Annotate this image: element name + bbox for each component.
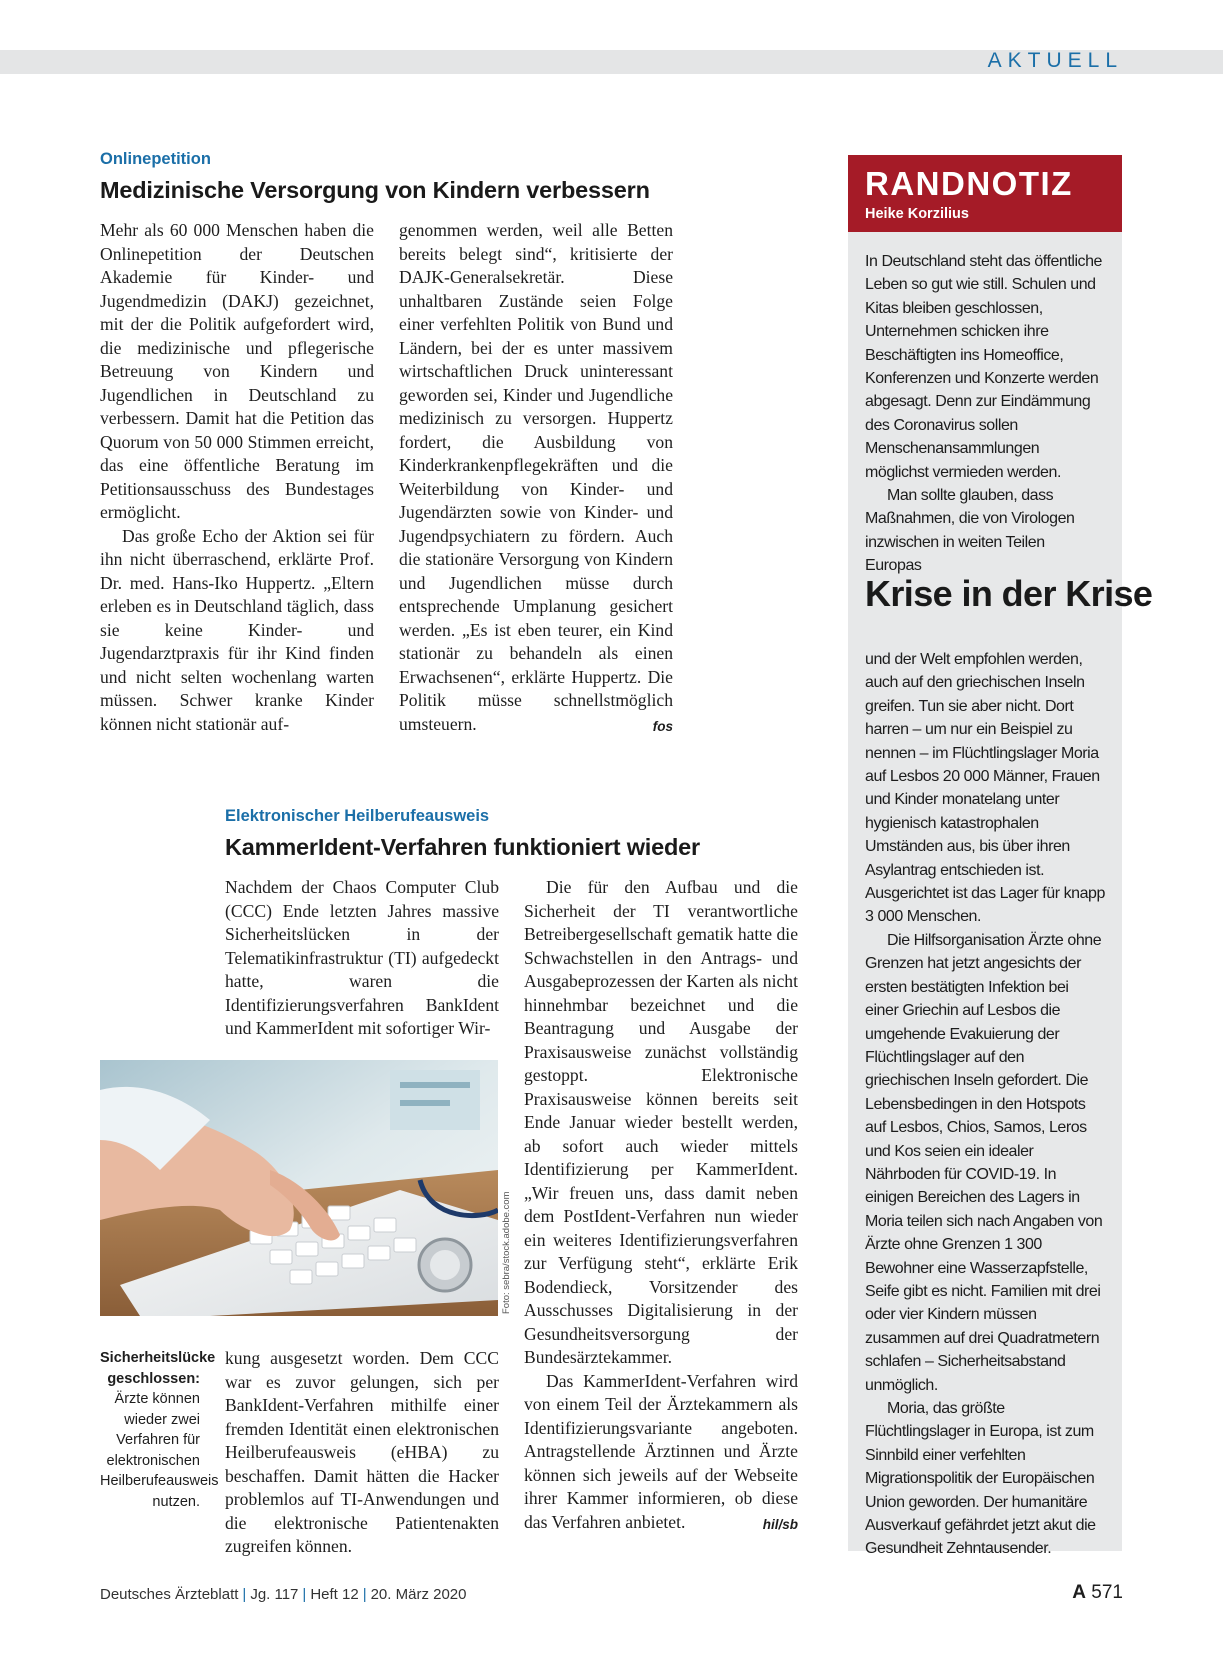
randnotiz-header bbox=[848, 155, 1122, 232]
paragraph: kung ausgesetzt worden. Dem CCC war es zuvor gelungen, sich per BankIdent-Verfahren mithilfe einer fremden Identität einen elektronischen Heilberufeausweis (eHBA) zu beschaffen. Damit hätten die Hacker problemlos auf TI-Anwendungen und die elektronische Patientenakten zugreifen können. bbox=[225, 1348, 499, 1556]
article1-headline: Medizinische Versorgung von Kindern verbessern bbox=[100, 177, 650, 203]
paragraph: Man sollte glauben, dass Maßnahmen, die von Virologen inzwischen in weiten Teilen Europas bbox=[865, 487, 1075, 575]
paragraph: Moria, das größte Flüchtlingslager in Europa, ist zum Sinnbild einer verfehlten Migrationspolitik der Europäischen Union geworden. Der humanitäre Ausverkauf gefährdet jetzt akut die Gesundheit Zehntausender. bbox=[865, 1400, 1096, 1558]
paragraph-text: Das KammerIdent-Verfahren wird von einem Teil der Ärztekammern als Identifizierungsvariante angeboten. Antragstellende Ärztinnen und Ärzte können sich jeweils auf der Webseite ihrer Kammer informieren, ob diese das Verfahren anbietet. bbox=[524, 1370, 798, 1532]
page-prefix: A bbox=[1072, 1582, 1087, 1603]
article1-kicker: Onlinepetition bbox=[100, 150, 211, 168]
photo-credit: Foto: sebra/stock.adobe.com bbox=[501, 1191, 512, 1314]
date: 20. März 2020 bbox=[370, 1586, 467, 1603]
publication-name: Deutsches Ärzteblatt bbox=[100, 1586, 239, 1603]
divider: | bbox=[242, 1586, 247, 1603]
volume: Jg. 117 bbox=[250, 1586, 299, 1603]
paragraph: und der Welt empfohlen werden, auch auf den griechischen Inseln greifen. Tun sie aber nicht. Dort harren – um nur ein Beispiel zu nennen – im Flüchtlingslager Moria auf Lesbos 20 000 Männer, Frauen und Kinder monatelang unter hygienisch katastrophalen Umständen aus, bis über ihren Asylantrag entschieden ist. Ausgerichtet ist das Lager für knapp 3 000 Menschen. bbox=[865, 651, 1105, 926]
article2-column-1-top bbox=[225, 876, 499, 1041]
paragraph bbox=[399, 219, 673, 736]
randnotiz-text-top bbox=[865, 250, 1105, 578]
article2-column-2 bbox=[524, 876, 798, 1536]
paragraph: Nachdem der Chaos Computer Club (CCC) Ende letzten Jahres massive Sicherheitslücken in der Telematikinfrastruktur (TI) aufgedeckt hatte, waren die Identifizierungsverfahren BankIdent und KammerIdent mit sofortiger Wir- bbox=[225, 877, 499, 1038]
randnotiz-text-bottom bbox=[865, 648, 1105, 1561]
section-label: AKTUELL bbox=[987, 49, 1123, 72]
article2-kicker: Elektronischer Heilberufeausweis bbox=[225, 807, 490, 825]
article2-headline: KammerIdent-Verfahren funktioniert wieder bbox=[225, 834, 700, 860]
paragraph: Das große Echo der Aktion sei für ihn nicht überraschend, erklärte Prof. Dr. med. Hans-Iko Huppertz. „Eltern erleben es in Deutschland täglich, dass sie keine Kinder- und Jugendarztpraxis für ihr Kind finden und nicht selten wochenlang warten müssen. Schwer kranke Kinder können nicht stationär auf- bbox=[100, 525, 374, 734]
keyboard-photo bbox=[100, 1060, 498, 1316]
author-signature: hil/sb bbox=[762, 1516, 798, 1532]
paragraph bbox=[524, 1370, 798, 1535]
randnotiz-headline: Krise in der Krise bbox=[865, 573, 1153, 614]
paragraph: In Deutschland steht das öffentliche Leben so gut wie still. Schulen und Kitas bleiben geschlossen, Unternehmen schicken ihre Beschäftigten ins Homeoffice, Konferenzen und Konzerte werden abgesagt. Denn zur Eindämmung des Coronavirus sollen Menschenansammlungen möglichst vermieden werden. bbox=[865, 253, 1103, 481]
divider: | bbox=[362, 1586, 367, 1603]
issue: Heft 12 bbox=[310, 1586, 359, 1603]
page-number-value: 571 bbox=[1091, 1582, 1123, 1603]
article1-column-2 bbox=[399, 219, 673, 738]
paragraph: Die Hilfsorganisation Ärzte ohne Grenzen hat jetzt angesichts der ersten bestätigten Infektion bei einer Griechin auf Lesbos die umgehende Evakuierung der Flüchtlingslager auf den griechischen Inseln gefordert. Die Lebensbedingen in den Hotspots auf Lesbos, Chios, Samos, Leros und Kos seien ein idealer Nährboden für COVID-19. In einigen Bereichen des Lagers in Moria teilen sich nach Angaben von Ärzte ohne Grenzen 1 300 Bewohner eine Wasserzapfstelle, Seife gibt es nicht. Familien mit drei oder vier Kindern müssen zusammen auf drei Quadratmetern schlafen – Sicherheitsabstand unmöglich. bbox=[865, 931, 1103, 1394]
divider: | bbox=[302, 1586, 307, 1603]
article1-column-1 bbox=[100, 219, 374, 736]
caption-title: Sicherheitslücke geschlossen: bbox=[100, 1350, 216, 1387]
author-signature: fos bbox=[652, 718, 673, 734]
footer bbox=[100, 1586, 466, 1603]
page-number bbox=[1072, 1582, 1123, 1604]
caption-text: Ärzte können wieder zwei Verfahren für elektronischen Heilberufeausweis nutzen. bbox=[100, 1391, 219, 1510]
keyboard-photo-illustration bbox=[100, 1060, 498, 1316]
randnotiz-author: Heike Korzilius bbox=[865, 206, 969, 222]
paragraph: Mehr als 60 000 Menschen haben die Onlinepetition der Deutschen Akademie für Kinder- und Jugendmedizin (DAKJ) gezeichnet, mit der die Politik aufgefordert wird, die medizinische und pflegerische Betreuung von Kindern und Jugendlichen in Deutschland zu verbessern. Damit hat die Petition das Quorum von 50 000 Stimmen erreicht, das eine öffentliche Beratung im Petitionsausschuss des Bundestages ermöglicht. bbox=[100, 220, 374, 522]
paragraph: Die für den Aufbau und die Sicherheit der TI verantwortliche Betreibergesellschaft gematik hatte die Schwachstellen in den Antrags- und Ausgabeprozessen der Karten als nicht hinnehmbar bezeichnet und die Beantragung und Ausgabe der Praxisausweise zunächst vollständig gestoppt. Elektronische Praxisausweise können bereits seit Ende Januar wieder bestellt werden, ab sofort auch wieder mittels Identifizierung per KammerIdent. „Wir freuen uns, dass damit neben dem PostIdent-Verfahren nun wieder ein weiteres Identifizierungsverfahren zur Verfügung steht“, erklärte Erik Bodendieck, Vorsitzender des Ausschusses Digitalisierung in der Gesundheitsversorgung der Bundesärztekammer. bbox=[524, 877, 798, 1367]
paragraph-text: genommen werden, weil alle Betten bereits belegt sind“, kritisierte der DAJK-Generalsekretär. Diese unhaltbaren Zustände seien Folge einer verfehlten Politik von Bund und Ländern, bei der es unter massivem wirtschaftlichen Druck uninteressant geworden sei, Kinder und Jugendliche medizinisch zu versorgen. Huppertz fordert, die Ausbildung von Kinderkrankenpflegekräften und die Weiterbildung von Kinder- und Jugendärzten sowie von Kinder- und Jugendpsychiatern zu fördern. Auch die stationäre Versorgung von Kindern und Jugendlichen müsse durch entsprechende Umplanung gesichert werden. „Es ist eben teurer, ein Kind stationär zu behandeln als einen Erwachsenen“, erklärte Huppertz. Die Politik müsse schnellstmöglich umsteuern. bbox=[399, 220, 673, 734]
randnotiz-label: RANDNOTIZ bbox=[865, 165, 1073, 202]
photo-caption bbox=[100, 1348, 219, 1512]
article2-column-1-bottom bbox=[225, 1347, 499, 1559]
